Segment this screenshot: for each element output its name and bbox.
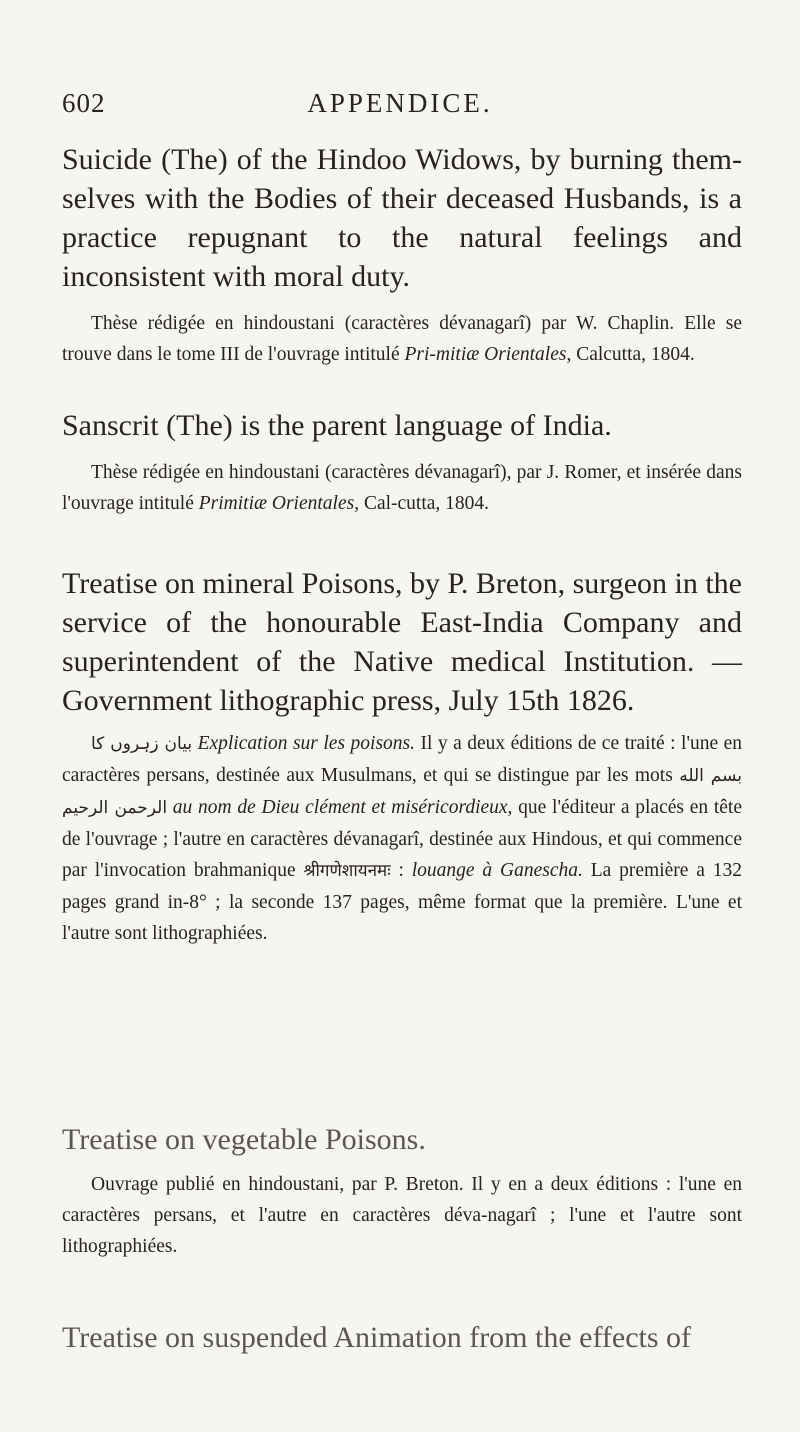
entry-description: Thèse rédigée en hindoustani (caractères dévanagarî), par J. Romer, et insérée dans l'ouvrage intitulé Primitiæ Orientales, Cal-cutta, 1804.	[62, 462, 742, 514]
entry-description: Ouvrage publié en hindoustani, par P. Breton. Il y en a deux éditions : l'une en caractères persans, et l'autre en caractères déva-nagarî ; l'une et l'autre sont lithographiées.	[62, 1174, 742, 1257]
entry-title: Treatise on vegetable Poisons.	[62, 1123, 426, 1156]
arabic-words: بسم الله الرحمن الرحيم	[62, 766, 743, 818]
entry-suicide	[62, 140, 742, 370]
entry-title: Treatise on mineral Poisons, by P. Breton, surgeon in the service of the honourable East-India Company and superintendent of the Native medical Institution. —Government lithographic press, July 15th 1826.	[62, 567, 742, 717]
page-number: 602	[62, 88, 106, 118]
running-title: APPENDICE.	[307, 88, 493, 118]
entry-vegetable-poisons	[62, 1120, 742, 1262]
running-head	[0, 88, 800, 128]
entry-sanscrit	[62, 406, 742, 519]
entry-suspended-animation	[62, 1318, 742, 1357]
entry-description: بیان زہروں کا Explication sur les poisons. Il y a deux éditions de ce traité : l'une en caractères persans, destinée aux Musulmans, et qui se distingue par les mots بسم الله الرحمن الرحيم au nom de Dieu clément et miséricordieux, que l'éditeur a placés en tête de l'ouvrage ; l'autre en caractères dévanagarî, destinée aux Hindous, et qui commence par l'invocation brahmanique श्रीगणेशायनमः : louange à Ganescha. La première a 132 pages grand in-8° ; la seconde 137 pages, même format que la première. L'une et l'autre sont lithographiées.	[62, 733, 743, 944]
entry-description: Thèse rédigée en hindoustani (caractères dévanagarî) par W. Chaplin. Elle se trouve dans le tome III de l'ouvrage intitulé Pri-mitiæ Orientales, Calcutta, 1804.	[62, 313, 742, 365]
entry-title: Suicide (The) of the Hindoo Widows, by burning them-selves with the Bodies of their deceased Husbands, is a practice repugnant to the natural feelings and inconsistent with moral duty.	[62, 143, 742, 293]
entry-title: Treatise on suspended Animation from the effects of	[62, 1321, 692, 1354]
entry-mineral-poisons	[62, 564, 742, 949]
arabic-title: بیان زہروں کا	[91, 734, 193, 754]
entry-title: Sanscrit (The) is the parent language of India.	[62, 409, 612, 442]
devanagari-invocation: श्रीगणेशायनमः	[303, 861, 391, 881]
